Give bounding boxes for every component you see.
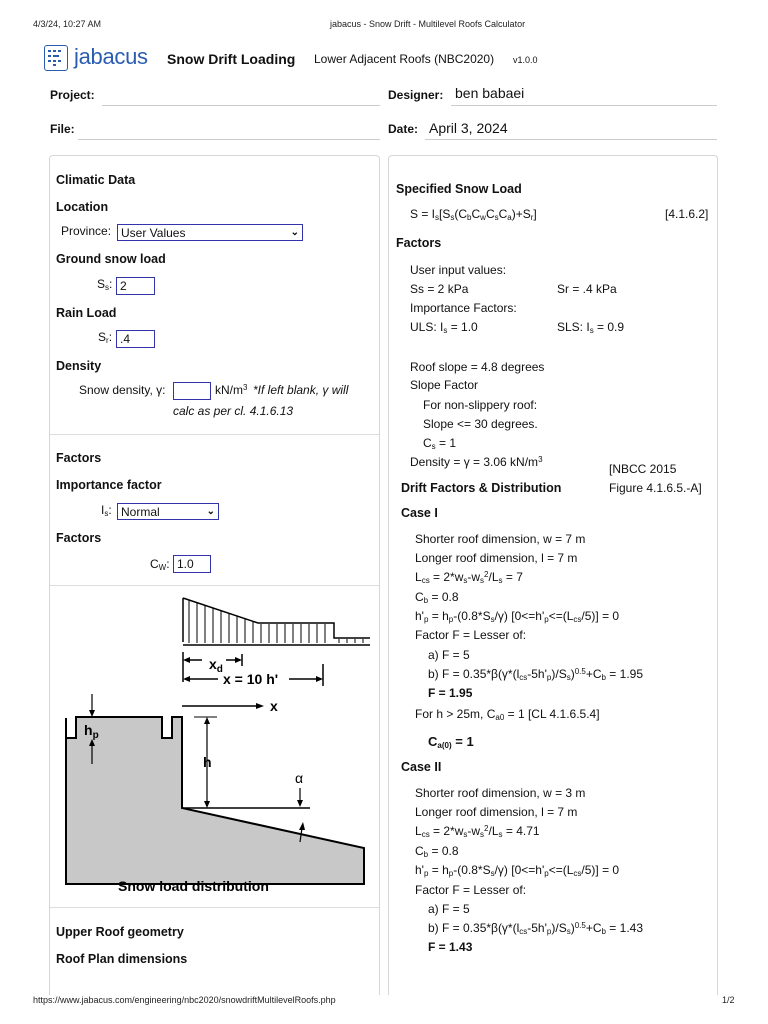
xd-label: $x_d$	[209, 656, 223, 675]
rain-load-title: Rain Load	[56, 306, 117, 320]
print-datetime: 4/3/24, 10:27 AM	[33, 19, 102, 29]
date-label: Date:	[388, 122, 419, 136]
page-subtitle: Lower Adjacent Roofs (NBC2020)	[314, 52, 495, 66]
case1-title: Case I	[401, 506, 438, 520]
density-title: Density	[56, 359, 102, 373]
upper-roof-title: Upper Roof geometry	[56, 925, 184, 939]
case2-hp: $h'_p = h_p-(0.8*S_s/\gamma) [0<=h'_p<=(L_{cs}/5)] = 0$	[415, 863, 620, 878]
project-label: Project:	[50, 88, 95, 102]
sls-result: SLS: $I_s = 0.9$	[557, 320, 625, 335]
formula-reference: [4.1.6.2]	[665, 207, 709, 221]
is-label: $I_s$:	[101, 503, 112, 518]
case2-w: Shorter roof dimension, w = 3 m	[415, 786, 586, 800]
density-note-line2: calc as per cl. 4.1.6.13	[173, 404, 294, 418]
importance-label: Importance Factors:	[410, 301, 517, 315]
province-select[interactable]	[117, 224, 303, 241]
location-title: Location	[56, 200, 109, 214]
diagram-caption: Snow load distribution	[118, 878, 269, 894]
designer-field[interactable]: ben babaei	[455, 85, 525, 101]
case2-option-a: a) F = 5	[428, 902, 470, 916]
print-page-title: jabacus - Snow Drift - Multilevel Roofs Calculator	[330, 19, 526, 29]
case1-l: Longer roof dimension, l = 7 m	[415, 551, 578, 565]
case1-w: Shorter roof dimension, w = 7 m	[415, 532, 586, 546]
jabacus-logo-icon[interactable]	[44, 45, 68, 71]
section-divider	[50, 434, 379, 435]
cw-input[interactable]: 1.0	[173, 555, 211, 573]
user-input-label: User input values:	[410, 263, 507, 277]
ss-label: $S_s$:	[97, 277, 113, 292]
importance-selected-value: Normal	[121, 504, 160, 519]
case1-ca0-rule: For h > 25m, $C_{a0} = 1$ [CL 4.1.6.5.4]	[415, 707, 600, 722]
case1-hp: $h'_p = h_p-(0.8*S_s/\gamma) [0<=h'_p<=(L_{cs}/5)] = 0$	[415, 609, 620, 624]
print-url: https://www.jabacus.com/engineering/nbc2020/snowdriftMultilevelRoofs.php	[33, 995, 336, 1005]
nbcc-reference-1: [NBCC 2015	[609, 462, 677, 476]
section-divider	[50, 907, 379, 908]
ss-input[interactable]: 2	[116, 277, 155, 295]
nbcc-reference-2: Figure 4.1.6.5.-A]	[609, 481, 702, 495]
print-page-number: 1/2	[722, 995, 735, 1005]
case2-factor-label: Factor F = Lesser of:	[415, 883, 527, 897]
case2-title: Case II	[401, 760, 442, 774]
chevron-down-icon: ⌄	[290, 227, 299, 238]
density-input[interactable]	[173, 382, 211, 400]
alpha-label: α	[295, 770, 304, 786]
chevron-down-icon: ⌄	[206, 506, 215, 517]
slope-factor-label: Slope Factor	[410, 378, 479, 392]
importance-title: Importance factor	[56, 478, 162, 492]
ground-snow-title: Ground snow load	[56, 252, 166, 266]
file-label: File:	[50, 122, 75, 136]
project-underline	[102, 105, 380, 106]
date-field[interactable]: April 3, 2024	[429, 120, 508, 136]
file-underline	[78, 139, 380, 140]
case1-factor-label: Factor F = Lesser of:	[415, 628, 527, 642]
designer-underline	[451, 105, 717, 106]
case2-f-result: F = 1.43	[428, 940, 473, 954]
roof-plan-title: Roof Plan dimensions	[56, 952, 188, 966]
density-label: Snow density, γ:	[79, 383, 166, 397]
version-label: v1.0.0	[513, 55, 538, 65]
province-label: Province:	[61, 224, 112, 238]
case1-f-result: F = 1.95	[428, 686, 473, 700]
page-title: Snow Drift Loading	[167, 51, 296, 67]
x-axis-label: x	[270, 698, 278, 714]
snow-load-diagram	[52, 590, 378, 908]
case1-ca0-result: $C_{a(0)} = 1$	[428, 734, 474, 750]
province-selected-value: User Values	[121, 225, 186, 240]
file-field[interactable]	[80, 120, 380, 138]
climatic-title: Climatic Data	[56, 173, 136, 187]
logo-text[interactable]: jabacus	[74, 44, 148, 69]
non-slippery-label: For non-slippery roof:	[423, 398, 538, 412]
case2-l: Longer roof dimension, l = 7 m	[415, 805, 578, 819]
factors-title: Factors	[56, 451, 102, 465]
h-label: h	[203, 754, 212, 770]
snow-load-formula: $S = I_s[S_s(C_bC_wC_sC_a)+S_r]$	[410, 207, 537, 222]
uls-result: ULS: $I_s = 1.0$	[410, 320, 478, 335]
drift-factors-title: Drift Factors & Distribution	[401, 481, 562, 495]
density-result: Density = γ = 3.06 $kN/m^3$	[410, 455, 543, 469]
density-note: *If left blank, γ will	[253, 383, 349, 397]
x-equals-label: x = 10 h'	[223, 671, 279, 687]
factors-title-2: Factors	[56, 531, 102, 545]
sr-label: $S_r$:	[98, 330, 113, 345]
sr-result: Sr = .4 kPa	[557, 282, 617, 296]
case2-cb: $C_b = 0.8$	[415, 844, 459, 859]
ss-result: Ss = 2 kPa	[410, 282, 469, 296]
specified-snow-title: Specified Snow Load	[396, 182, 522, 196]
factors-results-title: Factors	[396, 236, 442, 250]
sr-input[interactable]: .4	[116, 330, 155, 348]
case1-option-a: a) F = 5	[428, 648, 470, 662]
density-unit: $kN/m^3$	[215, 383, 248, 397]
case1-lcs: $L_{cs} = 2*w_s-w_s^2/L_s = 7$	[415, 570, 523, 585]
case1-cb: $C_b = 0.8$	[415, 590, 459, 605]
section-divider	[50, 585, 379, 586]
case1-option-b: b) $F = 0.35*\beta(\gamma*(l_{cs}-5h'_p)/S_s)^{0.5}+C_b = 1.95$	[428, 667, 644, 682]
slope-condition: Slope <= 30 degrees.	[423, 417, 538, 431]
roof-slope-result: Roof slope = 4.8 degrees	[410, 360, 545, 374]
designer-label: Designer:	[388, 88, 444, 102]
importance-select[interactable]	[117, 503, 219, 520]
date-underline	[425, 139, 717, 140]
case2-option-b: b) $F = 0.35*\beta(\gamma*(l_{cs}-5h'_p)/S_s)^{0.5}+C_b = 1.43$	[428, 921, 644, 936]
hp-label: $h_p$	[84, 722, 99, 741]
cw-label: $C_W$:	[150, 557, 170, 572]
case2-lcs: $L_{cs} = 2*w_s-w_s^2/L_s = 4.71$	[415, 824, 540, 839]
project-field[interactable]	[104, 86, 380, 104]
cs-result: $C_s = 1$	[423, 436, 457, 451]
